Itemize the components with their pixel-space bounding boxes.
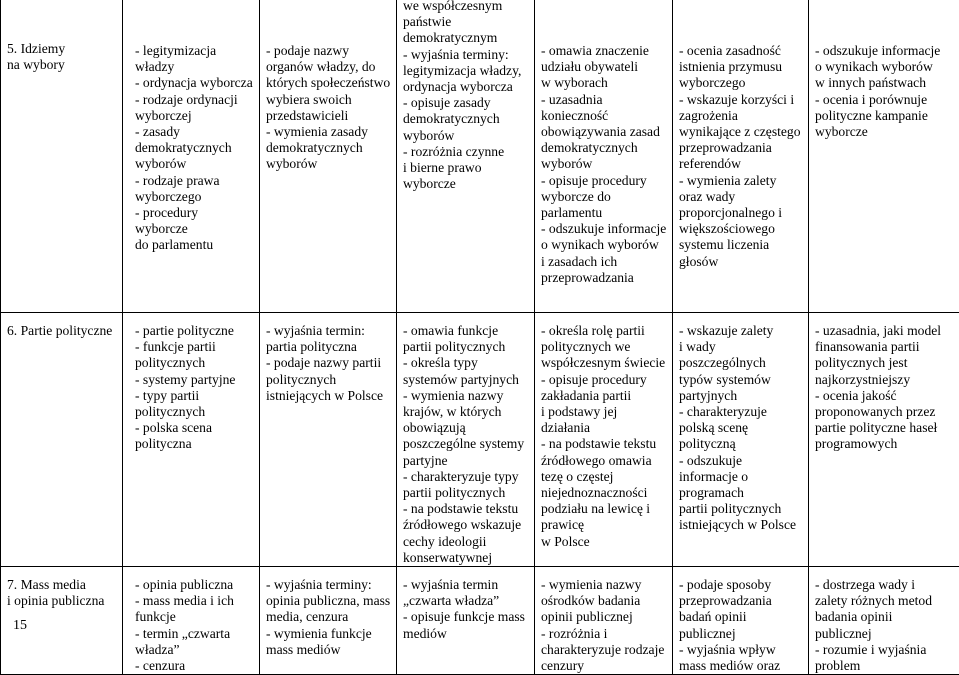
topic-cell: 6. Partie polityczne xyxy=(1,313,123,567)
table-row xyxy=(1,567,959,675)
page-number: 15 xyxy=(13,618,27,634)
basic-requirements-cell: - wyjaśnia termin: partia polityczna - podaje nazwy partii politycznych istniejących w Polsce xyxy=(260,313,397,567)
excellent-requirements-cell: - dostrzega wady i zalety różnych metod badania opinii publicznej - rozumie i wyjaśnia problem xyxy=(809,567,959,675)
very-good-requirements-cell: - ocenia zasadność istnienia przymusu wyborczego - wskazuje korzyści i zagrożenia wynikające z częstego przeprowadzania referendów - wymienia zalety oraz wady proporcjonalnego i większościowego systemu liczenia głosów xyxy=(673,0,809,313)
topic-cell: 7. Mass media i opinia publiczna xyxy=(1,567,123,675)
very-good-requirements-cell: - wskazuje zalety i wady poszczególnych typów systemów partyjnych - charakteryzuje polską scenę polityczną - odszukuje informacje o programach partii politycznych istniejących w Polsce xyxy=(673,313,809,567)
content-cell: - opinia publiczna - mass media i ich funkcje - termin „czwarta władza” - cenzura xyxy=(123,567,260,675)
table-row xyxy=(1,0,959,313)
very-good-requirements-cell: - podaje sposoby przeprowadzania badań opinii publicznej - wyjaśnia wpływ mass mediów oraz xyxy=(673,567,809,675)
extended-requirements-cell: - omawia funkcje partii politycznych - określa typy systemów partyjnych - wymienia nazwy krajów, w których obowiązują poszczególne systemy partyjne - charakteryzuje typy partii politycznych - na podstawie tekstu źródłowego wskazuje cechy ideologii konserwatywnej xyxy=(397,313,535,567)
excellent-requirements-cell: - odszukuje informacje o wynikach wyborów w innych państwach - ocenia i porównuje polityczne kampanie wyborcze xyxy=(809,0,959,313)
content-cell: - partie polityczne - funkcje partii politycznych - systemy partyjne - typy partii politycznych - polska scena polityczna xyxy=(123,313,260,567)
excellent-requirements-cell: - uzasadnia, jaki model finansowania partii politycznych jest najkorzystniejszy - ocenia jakość proponowanych przez partie polityczne haseł programowych xyxy=(809,313,959,567)
content-cell: - legitymizacja władzy - ordynacja wyborcza - rodzaje ordynacji wyborczej - zasady demokratycznych wyborów - rodzaje prawa wyborczego - procedury wyborcze do parlamentu xyxy=(123,0,260,313)
advanced-requirements-cell: - określa rolę partii politycznych we współczesnym świecie - opisuje procedury zakładania partii i podstawy jej działania - na podstawie tekstu źródłowego omawia tezę o częstej niejednoznaczności podziału na lewicę i prawicę w Polsce xyxy=(535,313,673,567)
extended-requirements-cell: - wyjaśnia termin „czwarta władza” - opisuje funkcje mass mediów xyxy=(397,567,535,675)
basic-requirements-cell: - wyjaśnia terminy: opinia publiczna, mass media, cenzura - wymienia funkcje mass mediów xyxy=(260,567,397,675)
advanced-requirements-cell: - omawia znaczenie udziału obywateli w wyborach - uzasadnia konieczność obowiązywania zasad demokratycznych wyborów - opisuje procedury wyborcze do parlamentu - odszukuje informacje o wynikach wyborów i zasadach ich przeprowadzania xyxy=(535,0,673,313)
topic-cell: 5. Idziemy na wybory xyxy=(1,0,123,313)
basic-requirements-cell: - podaje nazwy organów władzy, do których społeczeństwo wybiera swoich przedstawicieli - wymienia zasady demokratycznych wyborów xyxy=(260,0,397,313)
extended-requirements-cell: we współczesnym państwie demokratycznym - wyjaśnia terminy: legitymizacja władzy, ordynacja wyborcza - opisuje zasady demokratycznych wyborów - rozróżnia czynne i bierne prawo wyborcze xyxy=(397,0,535,313)
advanced-requirements-cell: - wymienia nazwy ośrodków badania opinii publicznej - rozróżnia i charakteryzuje rodzaje cenzury xyxy=(535,567,673,675)
table-row xyxy=(1,313,959,567)
